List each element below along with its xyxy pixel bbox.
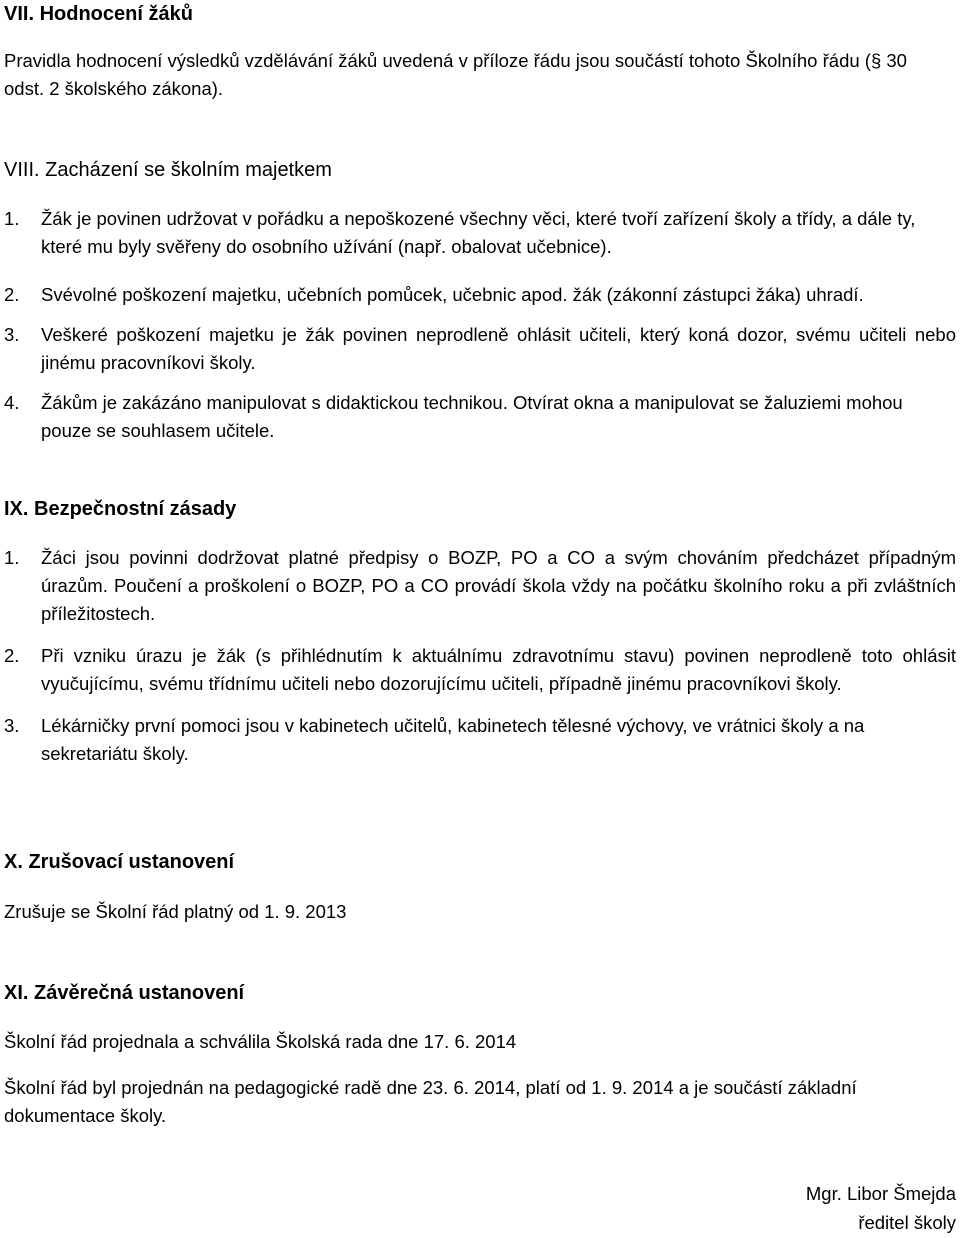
list-item-text: Svévolné poškození majetku, učebních pomůcek, učebnic apod. žák (zákonní zástupci žáka) uhradí. — [41, 284, 864, 305]
section-9-heading: IX. Bezpečnostní zásady — [4, 498, 237, 520]
list-item-number: 1. — [4, 547, 20, 568]
list-item — [4, 712, 956, 768]
list-item-number: 3. — [4, 715, 20, 736]
list-item — [4, 205, 956, 261]
signature-name: Mgr. Libor Šmejda — [805, 1183, 956, 1204]
list-item-text: Lékárničky první pomoci jsou v kabinetech učitelů, kabinetech tělesné výchovy, ve vrátnici školy a na sekretariátu školy. — [41, 715, 865, 764]
section-11-text-1: Školní řád projednala a schválila Školská rada dne 17. 6. 2014 — [4, 1031, 517, 1052]
list-item-text: Žáci jsou povinni dodržovat platné předpisy o BOZP, PO a CO a svým chováním předcházet případným úrazům. Poučení a proškolení o BOZP, PO a CO provádí škola vždy na počátku školního roku a při zvláštních příležitostech. — [41, 547, 956, 624]
section-8-heading: VIII. Zacházení se školním majetkem — [4, 159, 332, 181]
list-item — [4, 389, 956, 445]
list-item-number: 1. — [4, 208, 20, 229]
section-7-text: Pravidla hodnocení výsledků vzdělávání žáků uvedená v příloze řádu jsou součástí tohoto Školního řádu (§ 30 odst. 2 školského zákona). — [4, 50, 907, 99]
list-item-number: 4. — [4, 392, 20, 413]
list-item-text: Veškeré poškození majetku je žák povinen neprodleně ohlásit učiteli, který koná dozor, svému učiteli nebo jinému pracovníkovi školy. — [41, 324, 956, 373]
section-8-list — [4, 205, 956, 445]
section-10-text: Zrušuje se Školní řád platný od 1. 9. 2013 — [4, 901, 347, 922]
list-item — [4, 642, 956, 698]
list-item — [4, 544, 956, 628]
list-item-text: Žákům je zakázáno manipulovat s didaktickou technikou. Otvírat okna a manipulovat se žaluziemi mohou pouze se souhlasem učitele. — [41, 392, 903, 441]
list-item — [4, 281, 956, 309]
list-item-number: 2. — [4, 645, 20, 666]
list-item-number: 2. — [4, 284, 20, 305]
signature-role: ředitel školy — [858, 1212, 956, 1233]
list-item-number: 3. — [4, 324, 20, 345]
section-11-heading: XI. Závěrečná ustanovení — [4, 982, 245, 1004]
section-11-text-2: Školní řád byl projednán na pedagogické radě dne 23. 6. 2014, platí od 1. 9. 2014 a je součástí základní dokumentace školy. — [4, 1077, 857, 1126]
list-item-text: Při vzniku úrazu je žák (s přihlédnutím k aktuálnímu zdravotnímu stavu) povinen neprodleně toto ohlásit vyučujícímu, svému třídnímu učiteli nebo dozorujícímu učiteli, případně jinému pracovníkovi školy. — [41, 645, 956, 694]
section-10-heading: X. Zrušovací ustanovení — [4, 851, 235, 873]
list-item-text: Žák je povinen udržovat v pořádku a nepoškozené všechny věci, které tvoří zařízení školy a třídy, a dále ty, které mu byly svěřeny do osobního užívání (např. obalovat učebnice). — [41, 208, 916, 257]
section-9-list — [4, 544, 956, 768]
signature-block — [806, 1179, 956, 1237]
list-item — [4, 321, 956, 377]
section-7-heading: VII. Hodnocení žáků — [4, 3, 193, 25]
